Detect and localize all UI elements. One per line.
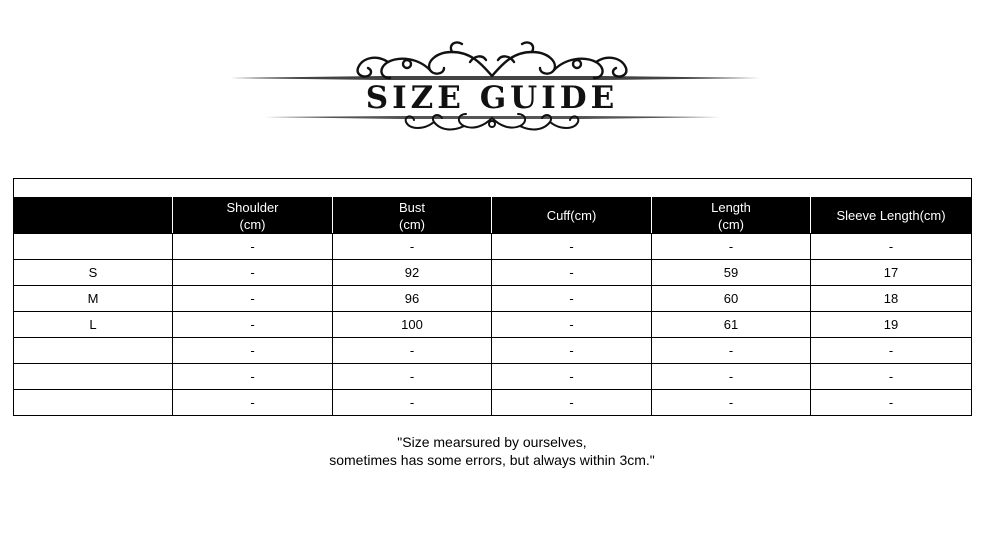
cell-shoulder: - — [173, 364, 333, 390]
size-guide-banner — [0, 0, 984, 150]
cell-sleeve-length: - — [811, 364, 972, 390]
header-sleeve-length: Sleeve Length(cm) — [811, 198, 972, 234]
table-top-cell — [14, 179, 972, 198]
cell-cuff: - — [492, 364, 652, 390]
header-bust: Bust (cm) — [333, 198, 492, 234]
cell-cuff: - — [492, 338, 652, 364]
cell-size — [14, 364, 173, 390]
header-cuff: Cuff(cm) — [492, 198, 652, 234]
cell-size: M — [14, 286, 173, 312]
cell-sleeve-length: - — [811, 390, 972, 416]
table-row — [14, 338, 972, 364]
cell-bust: - — [333, 234, 492, 260]
cell-length: 59 — [652, 260, 811, 286]
note-line-2: sometimes has some errors, but always within 3cm." — [329, 452, 655, 468]
table-row — [14, 390, 972, 416]
cell-size: L — [14, 312, 173, 338]
table-row — [14, 286, 972, 312]
note-line-1: "Size mearsured by ourselves, — [397, 434, 587, 450]
cell-sleeve-length: - — [811, 338, 972, 364]
cell-size — [14, 338, 173, 364]
cell-bust: 92 — [333, 260, 492, 286]
table-row — [14, 312, 972, 338]
cell-length: 60 — [652, 286, 811, 312]
cell-length: - — [652, 364, 811, 390]
cell-sleeve-length: 19 — [811, 312, 972, 338]
cell-bust: 100 — [333, 312, 492, 338]
header-size — [14, 198, 173, 234]
cell-length: - — [652, 338, 811, 364]
cell-sleeve-length: 18 — [811, 286, 972, 312]
measurement-note — [0, 433, 984, 469]
cell-shoulder: - — [173, 390, 333, 416]
cell-cuff: - — [492, 312, 652, 338]
cell-length: 61 — [652, 312, 811, 338]
cell-cuff: - — [492, 234, 652, 260]
cell-shoulder: - — [173, 260, 333, 286]
cell-size: S — [14, 260, 173, 286]
cell-shoulder: - — [173, 338, 333, 364]
table-row — [14, 234, 972, 260]
cell-bust: - — [333, 390, 492, 416]
cell-bust: 96 — [333, 286, 492, 312]
cell-sleeve-length: 17 — [811, 260, 972, 286]
ornamental-flourish-icon — [0, 0, 984, 150]
header-shoulder: Shoulder (cm) — [173, 198, 333, 234]
cell-shoulder: - — [173, 234, 333, 260]
cell-cuff: - — [492, 390, 652, 416]
table-header-row — [14, 198, 972, 234]
header-length: Length (cm) — [652, 198, 811, 234]
cell-length: - — [652, 390, 811, 416]
table-top-row — [14, 179, 972, 198]
size-chart-table — [13, 178, 972, 416]
cell-sleeve-length: - — [811, 234, 972, 260]
cell-bust: - — [333, 364, 492, 390]
page-title: SIZE GUIDE — [365, 80, 619, 116]
cell-cuff: - — [492, 260, 652, 286]
cell-size — [14, 234, 173, 260]
cell-size — [14, 390, 173, 416]
table-row — [14, 260, 972, 286]
table-row — [14, 364, 972, 390]
cell-shoulder: - — [173, 286, 333, 312]
cell-cuff: - — [492, 286, 652, 312]
cell-shoulder: - — [173, 312, 333, 338]
cell-length: - — [652, 234, 811, 260]
cell-bust: - — [333, 338, 492, 364]
